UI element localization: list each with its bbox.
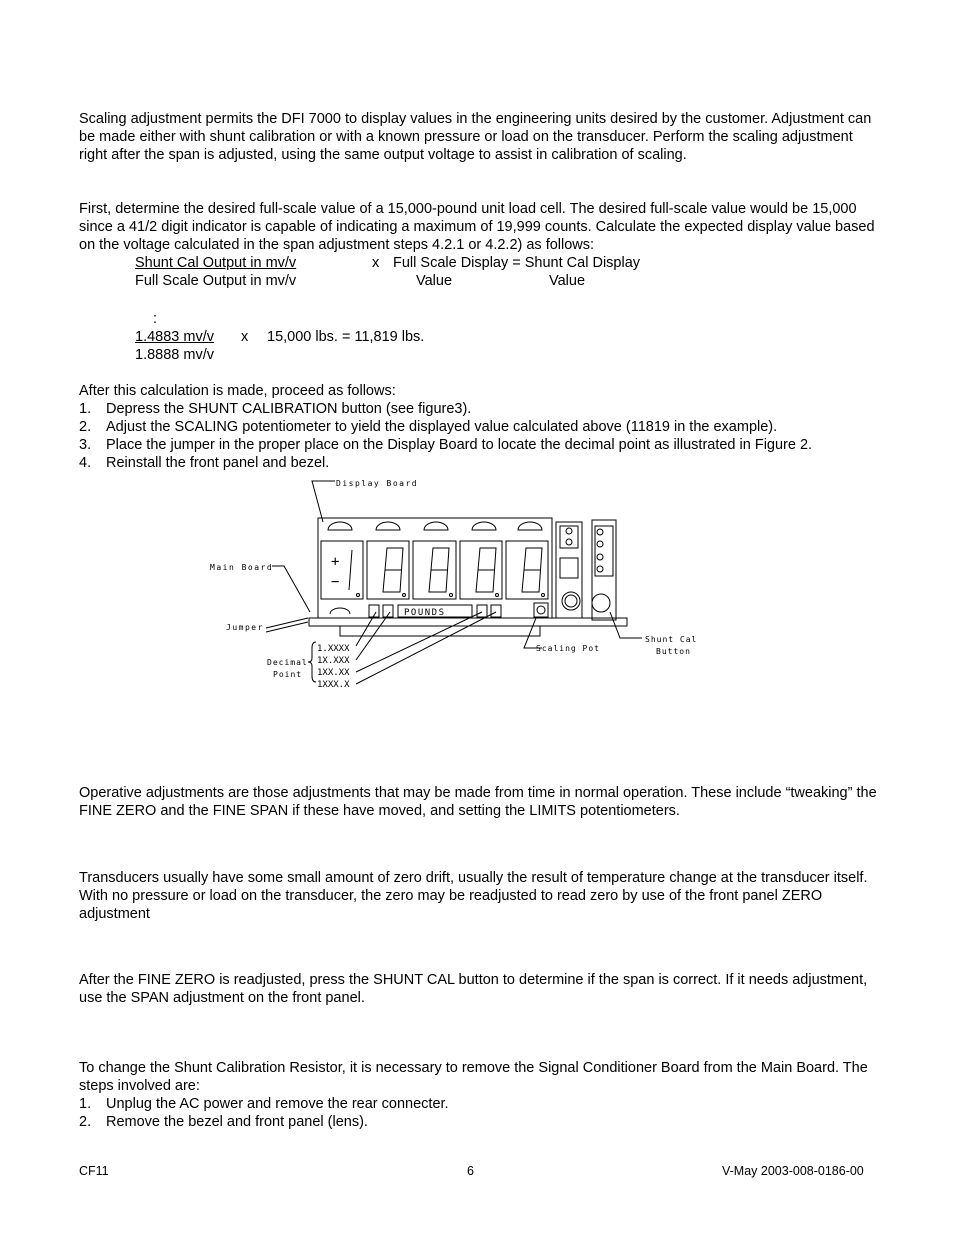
shunt-resistor-paragraph: To change the Shunt Calibration Resistor, it is necessary to remove the Signal Conditioner Board from the Main Board. The steps involved are: [79,1060,868,1094]
digit-2 [413,541,456,599]
indicator-lens [518,522,542,530]
after-calc-paragraph: After this calculation is made, proceed as follows: [79,383,396,399]
example-rhs: 15,000 lbs. = 11,819 lbs. [267,329,425,345]
formula-denominator: Full Scale Output in mv/v [135,273,297,289]
dp-option: 1.XXXX [317,644,350,654]
minus-sign: − [331,574,340,590]
example-denominator: 1.8888 mv/v [135,347,214,363]
jumper-pad [491,605,501,617]
decimal-dot [450,594,453,597]
shunt-cal-leader [610,612,642,638]
list-item: 1. Unplug the AC power and remove the rear connecter. [79,1096,449,1112]
example-colon: : [153,311,158,327]
zero-drift-paragraph: Transducers usually have some small amount of zero drift, usually the result of temperature change at the transducer itself. With no pressure or load on the transducer, the zero may be readjusted to read zero by use of the front panel ZERO adjustment [79,870,868,922]
scaling-steps-list [79,400,879,472]
digit-4 [506,541,548,599]
digit-one-segment [349,550,352,590]
list-item: 3. Place the jumper in the proper place on the Display Board to locate the decimal point as illustrated in Figure 2. [79,437,813,453]
jumper-pad [477,605,487,617]
dp-option: 1XX.XX [317,668,350,678]
example-times: x [241,329,249,345]
limits-panel [592,520,616,620]
scaling-pot-knob [537,606,545,614]
digit-3 [460,541,502,599]
sign-digit [321,541,363,599]
display-board-label: Display Board [336,479,419,488]
terminal-block [560,558,578,578]
jumper-label: Jumper [226,623,264,632]
formula-numerator: Shunt Cal Output in mv/v [135,255,297,271]
example-numerator: 1.4883 mv/v [135,329,214,345]
decimal-dot [496,594,499,597]
decimal-dot [357,594,360,597]
formula-rhs: Full Scale Display = Shunt Cal Display [393,255,641,271]
scaling-intro-paragraph: Scaling adjustment permits the DFI 7000 to display values in the engineering units desired by the customer. Adjustment can be made either with shunt calibration or with a known pressure or load on the transducer. Perform the scaling adjustment right after the span is adjusted, using the same output voltage to assist in calibration of scaling. [79,111,872,163]
main-board-leader [272,566,310,612]
indicator-lens [424,522,448,530]
footer-doc-code: CF11 [79,1164,109,1178]
decimal-leader [356,612,376,646]
list-item: 2. Adjust the SCALING potentiometer to yield the displayed value calculated above (11819 in the example). [79,419,778,435]
list-item: 1. Depress the SHUNT CALIBRATION button (see figure3). [79,401,472,417]
plus-sign: + [331,554,340,570]
dp-option: 1XXX.X [317,680,350,690]
main-board-label: Main Board [210,563,274,572]
list-item: 4. Reinstall the front panel and bezel. [79,455,330,471]
dp-option: 1X.XXX [317,656,350,666]
shunt-cal-button-icon [592,594,610,612]
fine-zero-paragraph: After the FINE ZERO is readjusted, press the SHUNT CAL button to determine if the span is correct. If it needs adjustment, use the SPAN adjustment on the front panel. [79,972,868,1006]
pounds-label: POUNDS [404,608,446,618]
decimal-dot [403,594,406,597]
decimal-dot [542,594,545,597]
indicator-lens [472,522,496,530]
decimal-brace [308,642,316,682]
shunt-cal-label: Shunt Cal [645,635,698,644]
formula-value-2: Value [549,273,586,289]
footer-page-number: 6 [467,1164,474,1178]
scaling-pot [534,603,548,617]
decimal-label: Decimal [267,658,308,667]
indicator-lens [328,522,352,530]
scaling-pot-label: Scaling Pot [536,644,600,653]
point-label: Point [273,670,303,679]
formula-value-1: Value [416,273,453,289]
display-board-leader [312,481,335,522]
indicator-lens [376,522,400,530]
operative-paragraph: Operative adjustments are those adjustments that may be made from time in normal operation. These include “tweaking” the FINE ZERO and the FINE SPAN if these have moved, and setting the LIMITS potentiometers. [79,785,877,819]
display-board-diagram [200,474,700,694]
list-item: 2. Remove the bezel and front panel (lens). [79,1114,368,1130]
footer-revision: V-May 2003-008-0186-00 [722,1164,864,1178]
display-board-outline [318,518,552,618]
full-scale-paragraph: First, determine the desired full-scale value of a 15,000-pound unit load cell. The desired full-scale value would be 15,000 since a 41/2 digit indicator is capable of indicating a maximum of 19,999 counts. Calculate the expected display value based on the voltage calculated in the span adjustment steps 4.2.1 or 4.2.2) as follows: [79,201,875,253]
button-label: Button [656,647,691,656]
digit-1 [367,541,409,599]
shunt-steps-list [79,1095,879,1131]
jumper-arc [330,608,350,614]
main-board-connector [340,626,540,636]
formula-times: x [372,255,380,271]
